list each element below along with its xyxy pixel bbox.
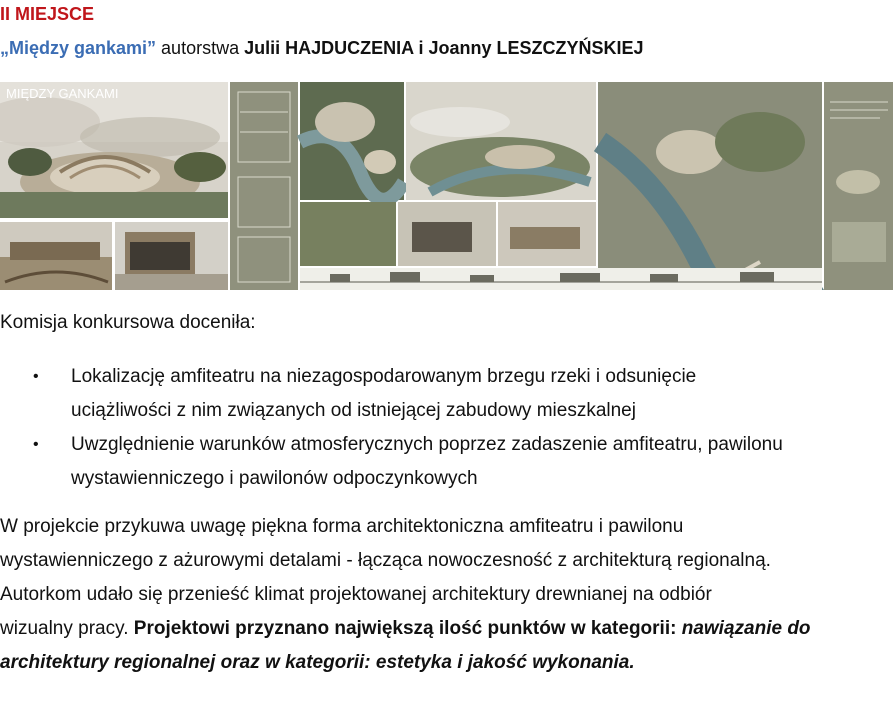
evaluation-paragraph [0, 510, 893, 680]
bullet-icon: • [33, 368, 39, 385]
description-panel [824, 82, 893, 290]
bullet-icon: • [33, 436, 39, 453]
by-text: autorstwa [156, 38, 245, 58]
criterion-line: uciążliwości z nim związanych od istniejącej zabudowy mieszkalnej [71, 400, 636, 421]
authors: Julii HAJDUCZENIA i Joanny LESZCZYŃSKIEJ [244, 38, 644, 58]
paragraph-line: Autorkom udało się przenieść klimat projektowanej architektury drewnianej na odbiór [0, 584, 712, 605]
criterion-line: Uwzględnienie warunków atmosferycznych poprzez zadaszenie amfiteatru, pawilonu [71, 434, 783, 455]
criterion-line: Lokalizację amfiteatru na niezagospodarowanym brzegu rzeki i odsunięcie [71, 366, 697, 387]
project-title-line [0, 38, 644, 59]
small-renders-row [300, 202, 596, 266]
foggy-perspective [406, 82, 596, 200]
place-heading: II MIEJSCE [0, 4, 95, 24]
award-statement: Projektowi przyznano największą ilość punktów w kategorii: [133, 618, 682, 639]
intro-text: Komisja konkursowa doceniła: [0, 312, 256, 333]
list-item [0, 360, 893, 428]
paragraph-line [0, 646, 893, 680]
section-strip [300, 268, 822, 290]
paragraph-line: wystawienniczego z ażurowymi detalami - łącząca nowoczesność z architekturą regionalną. [0, 550, 771, 571]
project-name: „Między gankami” [0, 38, 157, 58]
hero-render [0, 82, 228, 218]
paragraph-line: W projekcie przykuwa uwagę piękna forma architektoniczna amfiteatru i pawilonu [0, 516, 684, 537]
pavilion-render [115, 222, 228, 290]
site-plan [598, 82, 822, 290]
elevation-panel [230, 82, 298, 290]
amphitheatre-render [0, 222, 112, 290]
board-overlay-title: MIĘDZY GANKAMI [6, 86, 119, 101]
aerial-site-view [300, 82, 404, 200]
project-board-image [0, 82, 893, 290]
award-category: nawiązanie do [681, 618, 811, 639]
criteria-list [0, 360, 893, 496]
paragraph-line [0, 612, 893, 646]
paragraph-text: wizualny pracy. [0, 618, 134, 639]
award-category-cont: architektury regionalnej oraz w kategorii: estetyka i jakość wykonania. [0, 652, 635, 673]
criterion-line: wystawienniczego i pawilonów odpoczynkowych [71, 468, 478, 489]
list-item [0, 428, 893, 496]
